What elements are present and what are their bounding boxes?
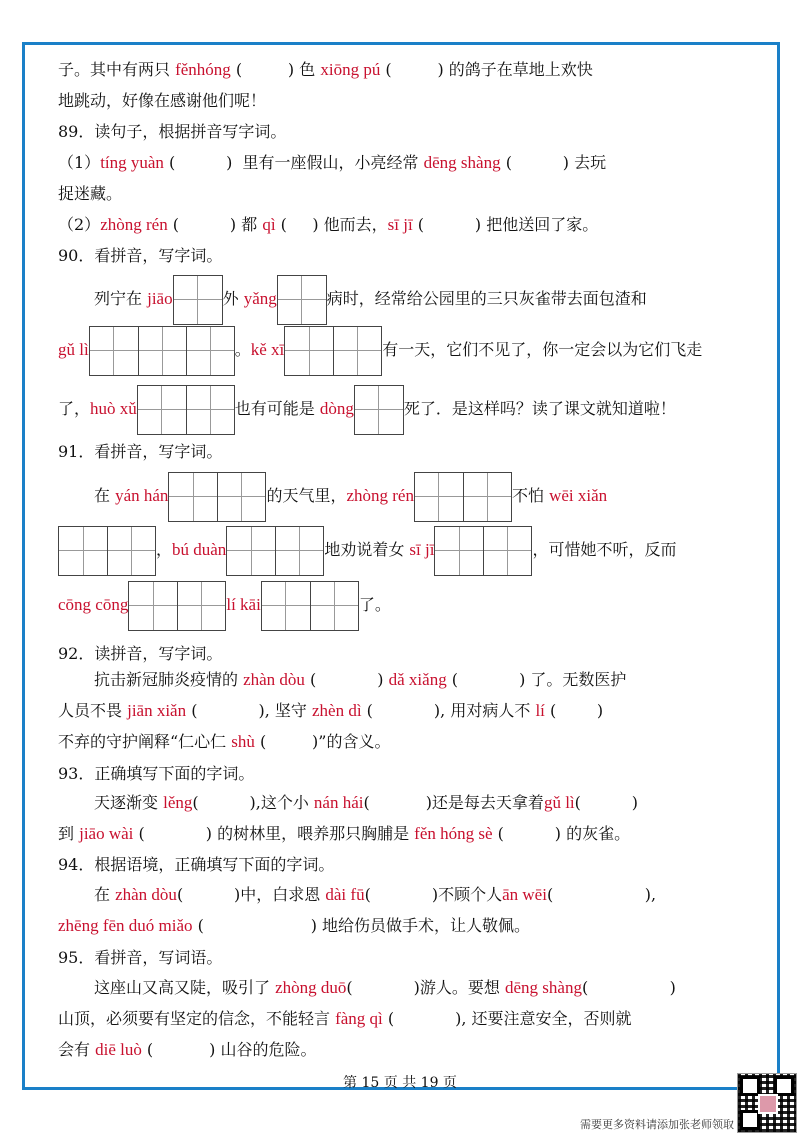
text-segment: ) 他而去， [312, 215, 388, 234]
pinyin: lí kāi [226, 595, 261, 614]
grid-cell[interactable] [435, 527, 483, 575]
text-line [58, 642, 222, 666]
text-segment: )游人。要想 [413, 978, 506, 997]
text-segment: ( [492, 824, 504, 843]
pinyin: zhēng fēn duó miǎo [58, 916, 193, 935]
text-segment: 95．看拼音，写词语。 [58, 948, 223, 967]
text-segment: 病时，经常给公园里的三只灰雀带去面包渣和 [326, 289, 647, 308]
answer-blank[interactable] [512, 153, 563, 172]
text-segment: ( [363, 793, 370, 812]
text-segment: ( [304, 670, 317, 689]
text-segment: （1） [58, 153, 101, 172]
text-segment: 这座山又高又陡，吸引了 [94, 978, 276, 997]
pinyin: tíng yuàn [100, 153, 164, 172]
writing-grid[interactable] [89, 326, 235, 376]
text-segment: 地跳动，好像在感谢他们呢！ [58, 91, 267, 110]
pinyin: jiāo [147, 289, 173, 308]
pinyin: dǎ xiǎng [388, 670, 447, 689]
answer-blank[interactable] [458, 670, 519, 689]
pinyin: zhèn dì [311, 701, 362, 720]
answer-blank[interactable] [153, 1040, 209, 1059]
text-segment: 93．正确填写下面的字词。 [58, 764, 255, 783]
pinyin: zhòng duō [275, 978, 347, 997]
writing-grid[interactable] [58, 526, 156, 576]
text-segment: ), 坚守 [258, 701, 312, 720]
grid-cell[interactable] [278, 276, 326, 324]
text-segment: 有一天，它们不见了，你一定会以为它们飞走 [382, 340, 703, 359]
writing-grid[interactable] [173, 275, 223, 325]
text-segment: 94．根据语境，正确填写下面的字词。 [58, 855, 335, 874]
text-segment: 的天气里， [266, 486, 347, 505]
text-segment: ( [574, 793, 581, 812]
text-segment: ), 还要注意安全，否则就 [455, 1009, 632, 1028]
text-segment: 也有可能是 [234, 399, 320, 418]
pinyin: lí [535, 701, 545, 720]
text-segment: ，可惜她不听，反而 [532, 540, 677, 559]
text-line [58, 1007, 632, 1031]
text-segment: ( [500, 153, 512, 172]
answer-blank[interactable] [394, 1009, 455, 1028]
grid-cell[interactable] [217, 473, 265, 521]
text-segment: 不弃的守护阐释“仁心仁 [58, 732, 232, 751]
text-segment: 抗击新冠肺炎疫情的 [94, 670, 244, 689]
answer-blank[interactable] [392, 60, 438, 79]
text-segment: 在 [94, 885, 116, 904]
answer-blank[interactable] [556, 701, 597, 720]
text-segment: ) 都 [229, 215, 263, 234]
answer-blank[interactable] [287, 215, 312, 234]
pinyin: gǔ lì [543, 793, 575, 812]
pinyin: fěnhóng [175, 60, 231, 79]
pinyin: zhàn dòu [243, 670, 305, 689]
pinyin: nán hái [313, 793, 364, 812]
text-segment: ( [254, 732, 267, 751]
text-segment: 92．读拼音，写字词。 [58, 644, 223, 663]
text-segment: ( [446, 670, 459, 689]
text-segment: ) [377, 670, 389, 689]
writing-grid[interactable] [434, 526, 532, 576]
grid-cell[interactable] [59, 527, 107, 575]
text-segment: )”的含义。 [312, 732, 391, 751]
writing-grid[interactable] [226, 526, 324, 576]
writing-grid[interactable] [168, 472, 266, 522]
answer-blank[interactable] [504, 824, 555, 843]
pinyin: ān wēi [502, 885, 547, 904]
text-segment: ) 里有一座假山，小亮经常 [226, 153, 424, 172]
grid-cell[interactable] [138, 327, 186, 375]
text-segment: ( [133, 824, 145, 843]
pinyin: dēng shàng [505, 978, 582, 997]
answer-blank[interactable] [145, 824, 206, 843]
pinyin: qì [262, 215, 276, 234]
text-line [58, 182, 122, 206]
text-line [58, 914, 530, 938]
grid-cell[interactable] [262, 582, 310, 630]
writing-grid[interactable] [354, 385, 404, 435]
pinyin: zhòng rén [100, 215, 168, 234]
text-line [58, 213, 598, 237]
pinyin: dòng [319, 399, 354, 418]
text-segment: 。 [234, 340, 251, 359]
q91-row [58, 525, 676, 576]
text-segment: 山顶，必须要有坚定的信念，不能轻言 [58, 1009, 336, 1028]
grid-cell[interactable] [355, 386, 403, 434]
page-number: 第 15 页 共 19 页 [343, 1075, 457, 1091]
text-line [58, 120, 286, 144]
answer-blank[interactable] [183, 885, 234, 904]
text-segment: ( [346, 978, 353, 997]
q90-row [58, 384, 676, 435]
pinyin: kě xī [250, 340, 285, 359]
grid-cell[interactable] [285, 327, 333, 375]
text-segment: ) [631, 793, 638, 812]
text-segment: ) 地给伤员做手术，让人敬佩。 [310, 916, 531, 935]
text-segment: 在 [94, 486, 116, 505]
text-segment: ， [156, 540, 173, 559]
text-segment: 地劝说着女 [324, 540, 410, 559]
text-line [58, 89, 266, 113]
grid-cell[interactable] [186, 327, 234, 375]
text-segment: 了， [58, 399, 91, 418]
writing-grid[interactable] [128, 581, 226, 631]
text-segment: 天逐渐变 [94, 793, 164, 812]
text-segment: ( [141, 1040, 154, 1059]
text-line [58, 946, 222, 970]
grid-cell[interactable] [177, 582, 225, 630]
text-segment: ) 去玩 [562, 153, 607, 172]
text-segment: ( [382, 1009, 395, 1028]
contact-note: 需要更多资料请添加张老师领取 [580, 1118, 734, 1131]
text-line [58, 853, 334, 877]
text-segment: ( [412, 215, 425, 234]
text-segment: ) 山谷的危险。 [209, 1040, 317, 1059]
answer-blank[interactable] [371, 885, 432, 904]
answer-blank[interactable] [588, 978, 669, 997]
q90-row [94, 274, 647, 325]
text-segment: ) [669, 978, 676, 997]
qr-code-icon [737, 1073, 797, 1133]
grid-cell[interactable] [227, 527, 275, 575]
pinyin: sī jī [387, 215, 413, 234]
text-segment: ) 的鸽子在草地上欢快 [437, 60, 593, 79]
writing-grid[interactable] [284, 326, 382, 376]
text-segment: ( [192, 916, 204, 935]
answer-blank[interactable] [175, 153, 226, 172]
text-line [58, 699, 603, 723]
text-segment: ) 了。无数医护 [519, 670, 627, 689]
text-segment: ) 把他送回了家。 [474, 215, 599, 234]
text-line [58, 58, 593, 82]
text-line [58, 151, 606, 175]
text-segment: 捉迷藏。 [58, 184, 123, 203]
pinyin: dēng shàng [423, 153, 501, 172]
text-segment: )不顾个人 [431, 885, 503, 904]
text-segment: ( [544, 701, 557, 720]
text-segment: )中，白求恩 [234, 885, 326, 904]
writing-grid[interactable] [137, 385, 235, 435]
pinyin: diē luò [95, 1040, 142, 1059]
answer-blank[interactable] [204, 916, 311, 935]
pinyin: cōng cōng [58, 595, 129, 614]
pinyin: zhòng rén [346, 486, 414, 505]
answer-blank[interactable] [242, 60, 288, 79]
answer-blank[interactable] [370, 793, 426, 812]
grid-cell[interactable] [415, 473, 463, 521]
text-segment: ( [275, 215, 287, 234]
q90-row [58, 325, 702, 376]
grid-cell[interactable] [463, 473, 511, 521]
writing-grid[interactable] [261, 581, 359, 631]
grid-cell[interactable] [129, 582, 177, 630]
grid-cell[interactable] [169, 473, 217, 521]
text-line [58, 244, 222, 268]
pinyin: dài fū [325, 885, 365, 904]
text-segment: 外 [222, 289, 244, 308]
pinyin: yǎng [243, 289, 277, 308]
pinyin: huò xǔ [90, 399, 137, 418]
text-line [94, 883, 656, 907]
grid-cell[interactable] [275, 527, 323, 575]
pinyin: gǔ lì [58, 340, 89, 359]
text-segment: 子。其中有两只 [58, 60, 176, 79]
text-line [58, 822, 630, 846]
pinyin: wēi xiǎn [549, 486, 608, 505]
pinyin: yán hán [115, 486, 169, 505]
text-segment: ( [581, 978, 589, 997]
text-segment: ), 用对病人不 [433, 701, 536, 720]
grid-cell[interactable] [186, 386, 234, 434]
text-segment: ( [167, 215, 180, 234]
text-segment: ) [596, 701, 604, 720]
text-segment: ( [546, 885, 554, 904]
writing-grid[interactable] [414, 472, 512, 522]
grid-cell[interactable] [333, 327, 381, 375]
pinyin: lěng [163, 793, 193, 812]
pinyin: jiāo wài [79, 824, 134, 843]
text-segment: ( [163, 153, 176, 172]
answer-blank[interactable] [353, 978, 414, 997]
pinyin: fěn hóng sè [414, 824, 493, 843]
text-segment: 列宁在 [94, 289, 148, 308]
q91-row [94, 471, 607, 522]
text-segment: ( [361, 701, 373, 720]
text-segment: 到 [58, 824, 80, 843]
answer-blank[interactable] [266, 732, 312, 751]
text-line [58, 1038, 316, 1062]
text-segment: ) 色 [287, 60, 321, 79]
text-segment: ( [230, 60, 243, 79]
pinyin: zhàn dòu [115, 885, 177, 904]
text-segment: 会有 [58, 1040, 96, 1059]
text-line [58, 730, 390, 754]
text-segment: 89．读句子，根据拼音写字词。 [58, 122, 287, 141]
writing-grid[interactable] [277, 275, 327, 325]
pinyin: fàng qì [335, 1009, 383, 1028]
answer-blank[interactable] [199, 793, 250, 812]
text-segment: 不怕 [511, 486, 550, 505]
pinyin: sī jī [409, 540, 435, 559]
q91-row [58, 580, 391, 631]
answer-blank[interactable] [581, 793, 632, 812]
text-segment: 91．看拼音，写字词。 [58, 442, 223, 461]
answer-blank[interactable] [316, 670, 377, 689]
text-segment: ( [380, 60, 392, 79]
grid-cell[interactable] [90, 327, 138, 375]
text-line [58, 762, 254, 786]
text-segment: 了。 [358, 595, 391, 614]
text-segment: ( [364, 885, 371, 904]
grid-cell[interactable] [310, 582, 358, 630]
text-segment: ), [644, 885, 657, 904]
answer-blank[interactable] [179, 215, 230, 234]
text-segment: 死了．是这样吗？读了课文就知道啦！ [403, 399, 676, 418]
text-segment: ) 的树林里，喂养那只胸脯是 [205, 824, 415, 843]
text-line [94, 976, 676, 1000]
text-segment: 90．看拼音，写字词。 [58, 246, 223, 265]
answer-blank[interactable] [197, 701, 258, 720]
pinyin: jiān xiǎn [127, 701, 187, 720]
answer-blank[interactable] [424, 215, 475, 234]
text-segment: )还是每去天拿着 [425, 793, 544, 812]
text-line [94, 668, 626, 692]
text-segment: ) 的灰雀。 [554, 824, 631, 843]
answer-blank[interactable] [553, 885, 645, 904]
grid-cell[interactable] [174, 276, 222, 324]
text-segment: ),这个小 [249, 793, 314, 812]
text-segment: ( [192, 793, 199, 812]
question-title [58, 440, 222, 464]
text-segment: ( [186, 701, 198, 720]
pinyin: xiōng pú [320, 60, 381, 79]
grid-cell[interactable] [107, 527, 155, 575]
text-segment: ( [176, 885, 184, 904]
text-segment: （2） [58, 215, 101, 234]
pinyin: bú duàn [172, 540, 227, 559]
answer-blank[interactable] [373, 701, 434, 720]
grid-cell[interactable] [138, 386, 186, 434]
grid-cell[interactable] [483, 527, 531, 575]
text-segment: 人员不畏 [58, 701, 128, 720]
text-line [94, 791, 638, 815]
pinyin: shù [231, 732, 255, 751]
